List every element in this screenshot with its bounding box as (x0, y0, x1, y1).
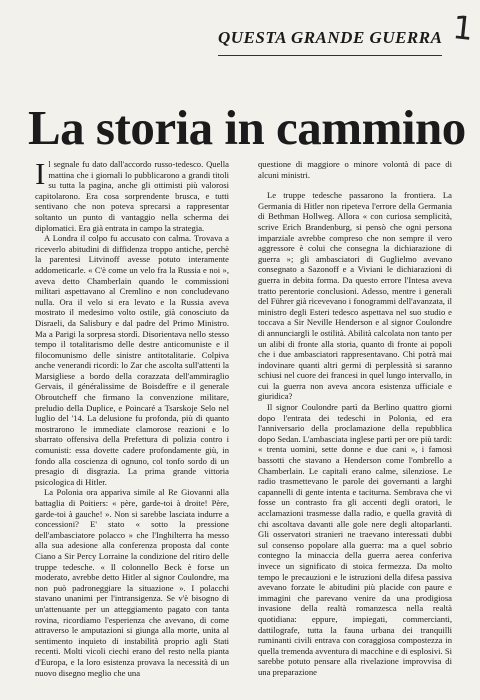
header-rule (218, 55, 442, 56)
article-paragraph: Le truppe tedesche passarono la frontiera. La Germania di Hitler non ripeteva l'errore della Germania di Bethman Hollweg. Allora « con curiosa semplicità, scrive Erich Brandenburg, si pensò che ogni persona imparziale avrebbe compreso che non sempre il vero aggressore è colui che consegna la dichiarazione di guerra »; gli ambasciatori di Guglielmo avevano consegnato a Sazonoff e a Viviani le dichiarazioni di guerra in debita forma. Da questo errore l'Intesa aveva tratto perentorie conclusioni. Adesso, mentre i generali del Führer già ricevevano i fonogrammi dell'avanzata, il ministro degli Esteri tedesco aspettava nel suo studio e toccava a Sir Neville Henderson e al signor Coulondre di annunciargli le ostilità. Abilità calcolata non tanto per un alibi di fronte alla storia, quanto di fronte ai popoli che i due ambasciatori rappresentavano. Chi potrà mai indovinare quanti altri germi di perplessità si saranno schiusi nel cuore dei francesi in quel lungo intervallo, in cui la guerra non aveva ancora esistenza ufficiale e giuridica? (258, 190, 452, 402)
article-paragraph: Il signor Coulondre partì da Berlino quattro giorni dopo l'entrata dei tedeschi in Polonia, ed era l'anniversario della proclamazione della repubblica dopo Sedan. L'ambasciata inglese partì per ore più tardi: « trenta uomini, sette donne e due cani », i famosi bassotti che stavano a Henderson come l'ombrello a Chamberlain. Le capitali erano calme, silenziose. Le radio trasmettevano le parole dei governanti a larghi capannelli di gente intenta e taciturna. Sembrava che vi fosse un contrasto fra gli accenti degli oratori, le acclamazioni trasmesse dalla radio, e quella gravità di chi ascoltava davanti alle gole nere degli altoparlanti. Gli osservatori stranieri ne traevano interessati dubbi sul consenso popolare alla guerra: ma a quel sobrio contegno la minaccia della guerra aerea conferiva invece un significato di stoica fermezza. Da molto tempo le precauzioni e le istruzioni della difesa passiva avevano forzate le abitudini più placide con paure e immagini che parevano venire da una prodigiosa invasione della realtà romanzesca nella realtà quotidiana: eppure, impiegati, commercianti, dattilografe, tutta la fauna urbana dei tranquilli ruminanti civili entrava con coraggiosa compostezza in quella tremenda avventura di macchine e di esplosivi. Si sarebbe potuto pensare alla rivelazione improvvisa di una preparazione (258, 402, 452, 677)
section-header: QUESTA GRANDE GUERRA (218, 28, 442, 47)
article-column-right (258, 159, 452, 689)
article-paragraph: La Polonia ora appariva simile al Re Giovanni alla battaglia di Poitiers: « père, garde-toi à droite! Père, garde-toi à gauche! ». Non si sarebbe lasciata indurre a concessioni? E' stato « sotto la pressione dell'ambasciatore polacco » che l'Inghilterra ha messo alla sua adesione alla conferenza proposta dal conte Ciano a Sir Percy Lorraine la condizione del ritiro delle truppe tedesche. « Il colonnello Beck è forse un moderato, avrebbe detto Hitler al signor Coulondre, ma non può padroneggiare la situazione ». I polacchi stavano unanimi per l'intransigenza. Se v'è bisogno di un'attenuante per un atteggiamento pagato con tanta rovina, ricordiamo l'esperienza che avevano, di come attraverso le amputazioni si giunga alla morte, unita al sentimento inquieto di instabilità proprio agli Stati recenti. Molti vicoli ciechi erano del resto nella pianta d'Europa, e la loro esistenza provava la necessità di un nuovo disegno meglio che una (35, 487, 229, 678)
drop-cap: I (35, 159, 46, 191)
handwritten-page-number: 1 (450, 8, 476, 48)
article-paragraph: A Londra il colpo fu accusato con calma. Trovava a riceverlo abitudini di diffidenza troppo antiche, perchè la parentesi Litvinoff avesse potuto interamente addometicarle. « C'è come un velo fra la Russia e noi », aveva detto Chamberlain quando le commissioni militari aspettavano al Cremlino e non concludevano nulla. Ora il velo si era levato e la Russia aveva mostrato il medesimo volto ostile, già conosciuto da Disraeli, da Salisbury e dal padre del Primo Ministro. Ma a Parigi la sorpresa stordì. Disorientava nello stesso tempo il totalitarismo delle destre anticomuniste e il filocomunismo delle sinistre antitotalitarie. Colpiva anche venerandi ricordi: lo Zar che ascolta sull'attenti la Marsigliese a bordo della corazzata dell'ammiraglio Gervais, il généralissime de Boisdeffre e il generale Obroutcheff che firmano la convenzione militare, preludio della Duplice, e Poincaré a Tsarskoje Selo nel luglio del '14. La delusione fu profonda, più di quanto mostrarono le immediate clamorose reazioni e lo sbarrato offensiva della Prefettura di polizia contro i comunisti: essa dovette cadere profondamente giù, in fondo alla coscienza di ognuno, col tonfo sordo di un presagio di disgrazia. La prima grande vittoria psicologica di Hitler. (35, 233, 229, 487)
article-column-left (35, 159, 229, 689)
paragraph-gap (258, 180, 452, 190)
article-title: La storia in cammino (28, 100, 466, 155)
article-paragraph: questione di maggiore o minore volontà di pace di alcuni ministri. (258, 159, 452, 180)
article-paragraph: Il segnale fu dato dall'accordo russo-tedesco. Quella mattina che i giornali lo pubblicarono a grandi titoli su tutta la pagina, anche gli ottimisti più valorosi capitolarono. Era cosa sorprendente brusca, e tutti sentivano che non poteva sprecarsi a rappresentar soltanto un punto di vantaggio nella scherma dei diplomatici. Era già entrata in campo la strategia. (35, 159, 229, 233)
